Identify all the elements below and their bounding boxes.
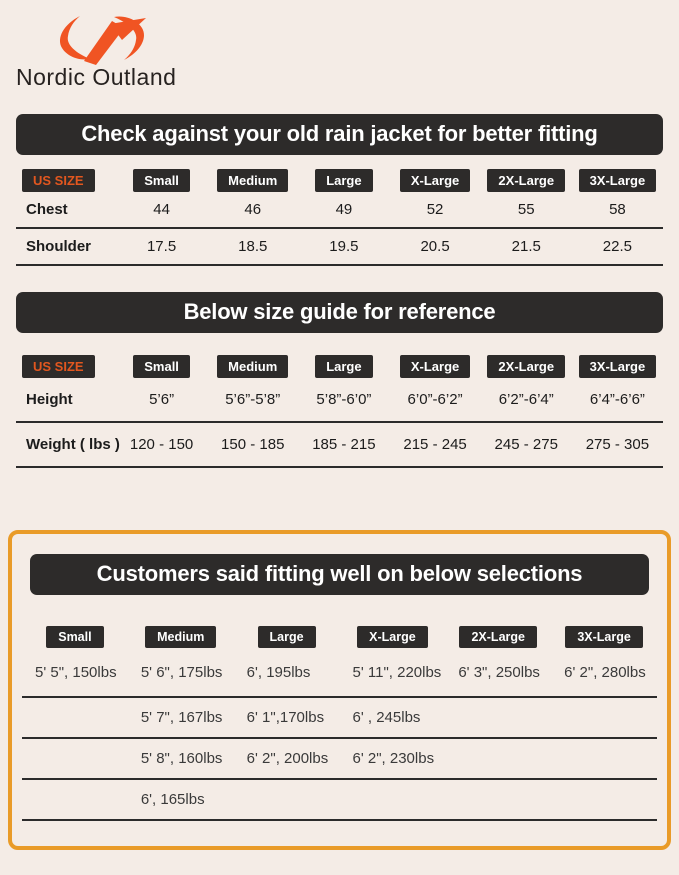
table-cell: 52 — [426, 201, 444, 218]
table-cell: 20.5 — [420, 238, 450, 255]
fit-cell: 6' 1",170lbs — [246, 709, 325, 726]
table-cell: 19.5 — [329, 238, 359, 255]
table-cell: 6’4”-6’6” — [589, 391, 645, 408]
fit-check-title: Check against your old rain jacket for better fitting — [16, 114, 663, 155]
table-cell: 55 — [517, 201, 535, 218]
section-size-guide — [16, 292, 663, 468]
size-badge-2xlarge: 2X-Large — [459, 626, 537, 648]
table-row-height — [16, 378, 663, 423]
size-badge-xlarge: X-Large — [357, 626, 428, 648]
size-badge-medium: Medium — [217, 169, 288, 192]
section-customer-fit — [8, 530, 671, 850]
fit-cell: 5' 7", 167lbs — [140, 709, 223, 726]
section-fit-check — [16, 114, 663, 266]
us-size-badge: US SIZE — [22, 169, 95, 192]
table-cell: 185 - 215 — [312, 436, 376, 453]
fit-cell: 5' 11", 220lbs — [352, 663, 442, 681]
table-cell: 17.5 — [146, 238, 177, 255]
table-cell: 6’0”-6’2” — [407, 391, 463, 408]
table-row-shoulder — [16, 229, 663, 266]
table-cell: 22.5 — [602, 238, 632, 255]
table-cell: 150 - 185 — [221, 436, 285, 453]
size-badge-medium: Medium — [217, 355, 288, 378]
customer-fit-title: Customers said fitting well on below selections — [30, 554, 649, 595]
table-cell: 49 — [335, 201, 353, 218]
fit-cell: 5' 8", 160lbs — [140, 750, 223, 767]
size-badge-small: Small — [46, 626, 103, 648]
size-badge-3xlarge: 3X-Large — [579, 355, 657, 378]
customer-fit-row — [22, 648, 657, 698]
fit-check-table — [16, 169, 663, 266]
table-cell: 21.5 — [511, 238, 541, 255]
table-cell: 275 - 305 — [585, 436, 650, 453]
size-guide-header-row — [16, 355, 663, 378]
brand-name: Nordic Outland — [16, 64, 177, 90]
table-cell: 5’8”-6’0” — [316, 391, 372, 408]
size-badge-2xlarge: 2X-Large — [487, 169, 565, 192]
size-badge-3xlarge: 3X-Large — [579, 169, 657, 192]
customer-fit-row — [22, 739, 657, 780]
table-row-weight — [16, 423, 663, 468]
table-cell: 120 - 150 — [129, 436, 194, 453]
size-badge-xlarge: X-Large — [400, 355, 470, 378]
fit-cell: 5' 5", 150lbs — [35, 663, 117, 681]
size-badge-3xlarge: 3X-Large — [565, 626, 643, 648]
fit-cell: 6' 2", 230lbs — [352, 750, 435, 767]
brand-header — [16, 12, 663, 94]
table-cell: 5’6” — [149, 391, 175, 408]
fit-check-header-row — [16, 169, 663, 192]
size-badge-2xlarge: 2X-Large — [487, 355, 565, 378]
fit-cell: 6' 3", 250lbs — [458, 663, 540, 681]
fit-cell: 6' 2", 200lbs — [246, 750, 329, 767]
size-badge-small: Small — [133, 355, 190, 378]
fit-cell: 6', 195lbs — [246, 663, 311, 681]
fit-cell: 5' 6", 175lbs — [140, 663, 223, 681]
size-badge-large: Large — [315, 355, 372, 378]
table-cell: 5’6”-5’8” — [225, 391, 281, 408]
fit-cell: 6' 2", 280lbs — [564, 663, 646, 681]
size-badge-xlarge: X-Large — [400, 169, 470, 192]
size-badge-small: Small — [133, 169, 190, 192]
row-label: Chest — [26, 201, 68, 218]
row-label: Shoulder — [26, 238, 92, 255]
customer-fit-header-row — [22, 626, 657, 648]
row-label: Weight ( lbs ) — [26, 436, 120, 453]
size-badge-large: Large — [258, 626, 316, 648]
table-cell: 44 — [153, 201, 170, 218]
table-cell: 46 — [244, 201, 262, 218]
table-cell: 18.5 — [238, 238, 268, 255]
size-badge-medium: Medium — [145, 626, 216, 648]
size-guide-title: Below size guide for reference — [16, 292, 663, 333]
table-cell: 6’2”-6’4” — [498, 391, 554, 408]
size-guide-table — [16, 355, 663, 468]
size-badge-large: Large — [315, 169, 372, 192]
table-row-chest — [16, 192, 663, 229]
table-cell: 245 - 275 — [494, 436, 558, 453]
row-label: Height — [26, 391, 73, 408]
table-cell: 58 — [609, 201, 626, 218]
fit-cell: 6' , 245lbs — [352, 709, 421, 726]
customer-fit-row — [22, 698, 657, 739]
us-size-badge: US SIZE — [22, 355, 95, 378]
table-cell: 215 - 245 — [403, 436, 467, 453]
customer-fit-row — [22, 780, 657, 821]
fit-cell: 6', 165lbs — [140, 791, 205, 808]
brand-logo-icon — [54, 12, 154, 66]
